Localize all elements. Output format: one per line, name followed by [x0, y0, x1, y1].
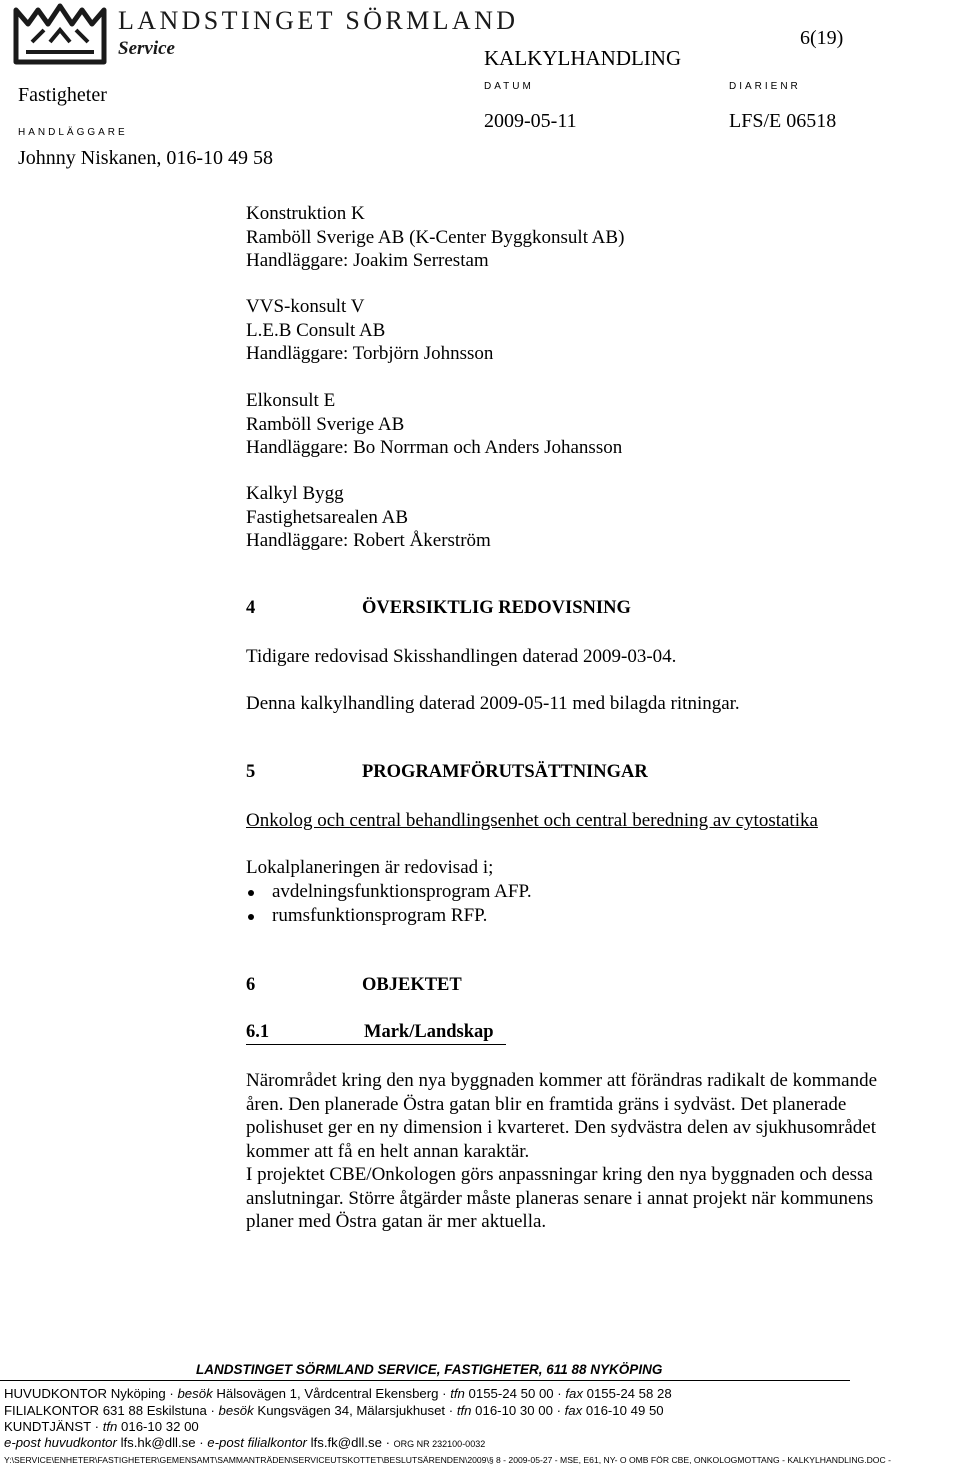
paragraph-text-2: I projektet CBE/Onkologen görs anpassningar kring den nya byggnaden och dessa anslutningar. Större åtgärder måste planeras senare i annat projekt när kommunens planer med Östra gatan är mer aktuella. — [246, 1164, 874, 1232]
paragraph-text: Närområdet kring den nya byggnaden kommer att förändras radikalt de kommande åren. Den planerade Östra gatan blir en framtida gräns i sydväst. Det planerade polishuset ger en ny dimension i kvarteret. Den sydvästra delen av sjukhusområdet kommer att få en helt annan karaktär. — [246, 1070, 878, 1162]
section-6-number: 6 — [246, 975, 256, 995]
contact-role: Kalkyl Bygg — [246, 483, 344, 504]
section-5-number: 5 — [246, 762, 256, 782]
section-4-line-1: Tidigare redovisad Skisshandlingen daterad 2009-03-04. — [246, 646, 677, 667]
contact-company: L.E.B Consult AB — [246, 319, 386, 341]
contact-company: Ramböll Sverige AB (K-Center Byggkonsult AB) — [246, 226, 625, 248]
date-label: DATUM — [484, 81, 534, 92]
contact-role: Elkonsult E — [246, 390, 336, 411]
list-item: avdelningsfunktionsprogram AFP. — [246, 880, 532, 904]
footer-divider — [0, 1380, 850, 1381]
section-6-title: OBJEKTET — [362, 975, 462, 995]
contact-person: Handläggare: Joakim Serrestam — [246, 250, 489, 271]
contact-cost-estimate — [246, 482, 491, 553]
document-type: KALKYLHANDLING — [484, 46, 682, 70]
footer-email-line: e-post huvudkontor lfs.hk@dll.se · e-post filialkontor lfs.fk@dll.se · ORG NR 232100-0032 — [4, 1435, 486, 1450]
contact-person: Handläggare: Torbjörn Johnsson — [246, 343, 494, 364]
handlaggare-value: Johnny Niskanen, 016-10 49 58 — [18, 147, 273, 169]
contact-electrical — [246, 389, 622, 460]
contact-company: Ramböll Sverige AB — [246, 413, 405, 435]
section-5-subtitle: Onkolog och central behandlingsenhet och central beredning av cytostatika — [246, 810, 818, 831]
section-5-title: PROGRAMFÖRUTSÄTTNINGAR — [362, 762, 648, 782]
contact-person: Handläggare: Robert Åkerström — [246, 530, 491, 551]
section-6-1-paragraph — [246, 1069, 906, 1234]
section-6-1-number: 6.1 — [246, 1022, 270, 1042]
handlaggare-label: HANDLÄGGARE — [18, 127, 128, 138]
list-item: rumsfunktionsprogram RFP. — [246, 904, 532, 928]
section-4-line-2: Denna kalkylhandling daterad 2009-05-11 med bilagda ritningar. — [246, 693, 740, 714]
crown-icon — [10, 2, 110, 68]
contact-person: Handläggare: Bo Norrman och Anders Johansson — [246, 437, 623, 458]
section-4-number: 4 — [246, 598, 256, 618]
section-6-1-heading — [246, 1022, 506, 1045]
diarienr-value: LFS/E 06518 — [729, 110, 837, 132]
contact-construction — [246, 202, 624, 273]
department: Fastigheter — [18, 84, 107, 106]
footer-hq-line: HUVUDKONTOR Nyköping · besök Hälsovägen 1, Vårdcentral Ekensberg · tfn 0155-24 50 00 · fax 0155-24 58 28 — [4, 1386, 672, 1401]
email-hq-link[interactable]: lfs.hk@dll.se — [120, 1435, 196, 1450]
page-number: 6(19) — [800, 27, 844, 49]
section-4-title: ÖVERSIKTLIG REDOVISNING — [362, 598, 631, 618]
diarienr-label: DIARIENR — [729, 81, 801, 92]
section-5-list — [246, 880, 532, 927]
logo-name: LANDSTINGET SÖRMLAND — [118, 6, 519, 35]
footer-service-line: KUNDTJÄNST · tfn 016-10 32 00 — [4, 1419, 199, 1434]
email-branch-link[interactable]: lfs.fk@dll.se — [310, 1435, 382, 1450]
file-path: Y:\SERVICE\ENHETER\FASTIGHETER\GEMENSAMT\SAMMANTRÄDEN\SERVICEUTSKOTTET\BESLUTSÄRENDEN\2009\§ 8 - 2009-05-27 - MSE, E61, NY- O OMB FÖR CBE, ONKOLOGMOTTANG - KALKYLHANDLING.DOC - — [4, 1455, 891, 1465]
footer-branch-line: FILIALKONTOR 631 88 Eskilstuna · besök Kungsvägen 34, Mälarsjukhuset · tfn 016-10 30 00 · fax 016-10 49 50 — [4, 1403, 664, 1418]
footer-title: LANDSTINGET SÖRMLAND SERVICE, FASTIGHETER, 611 88 NYKÖPING — [196, 1362, 663, 1377]
contact-vvs — [246, 295, 493, 366]
section-5-intro: Lokalplaneringen är redovisad i; — [246, 857, 494, 878]
contact-company: Fastighetsarealen AB — [246, 506, 408, 528]
contact-role: VVS-konsult V — [246, 296, 365, 317]
document-date: 2009-05-11 — [484, 110, 577, 132]
org-number: ORG NR 232100-0032 — [393, 1439, 486, 1449]
logo-subtitle: Service — [118, 38, 175, 59]
contact-role: Konstruktion K — [246, 203, 365, 224]
section-6-1-title: Mark/Landskap — [364, 1022, 494, 1042]
